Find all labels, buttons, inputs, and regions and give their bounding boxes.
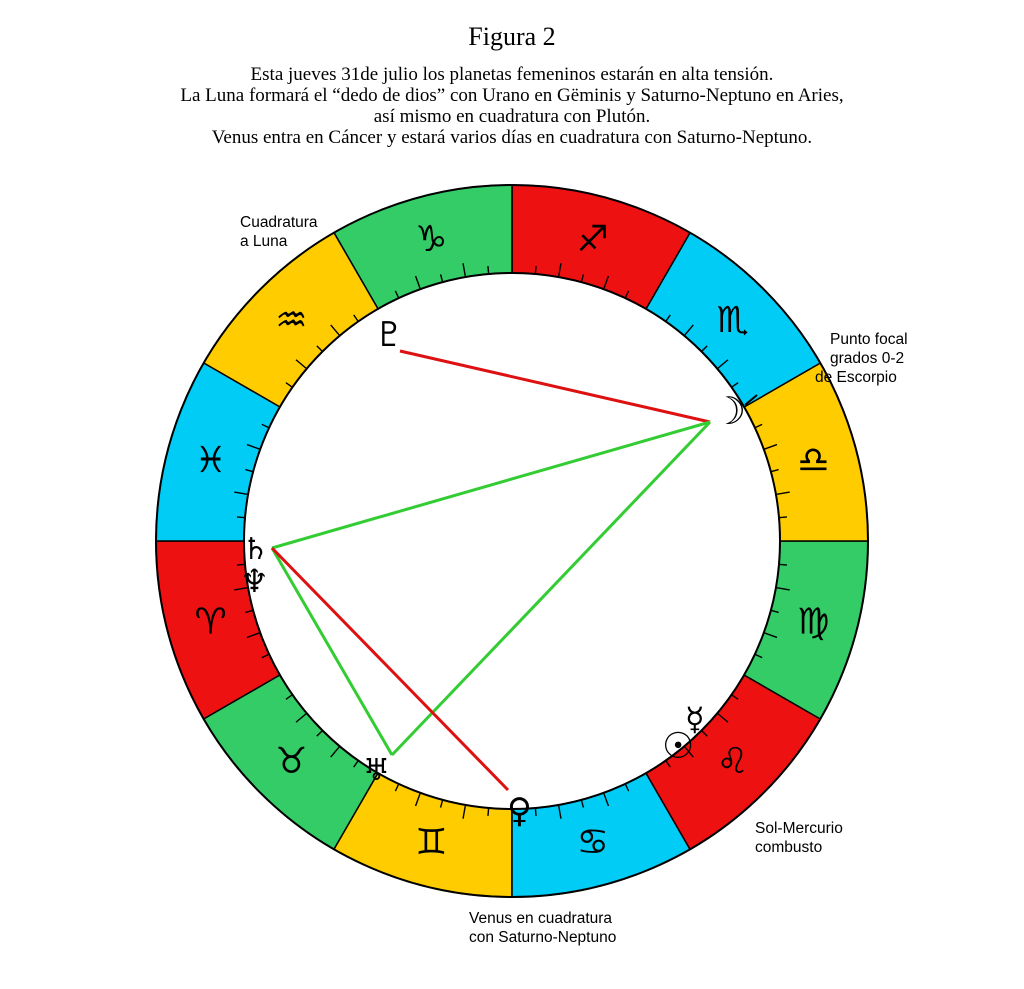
capricorn-icon: ♑ [415, 219, 448, 261]
figure-title: Figura 2 [468, 22, 556, 51]
aquarius-icon: ♒ [275, 299, 308, 341]
pluto-icon: ♇ [374, 315, 405, 355]
caption-line-3: así mismo en cuadratura con Plutón. [373, 106, 651, 127]
cancer-icon: ♋ [576, 821, 609, 863]
uranus-icon: ♅ [363, 753, 390, 788]
note-sol-mercurio-line-1: Sol-Mercurio [755, 820, 843, 837]
note-punto-focal-line-2: grados 0-2 [830, 350, 905, 367]
caption-line-1: Esta jueves 31de julio los planetas femeninos estarán en alta tensión. [250, 64, 774, 85]
venus-icon: ♀ [507, 791, 532, 831]
note-venus-cuadratura-line-2: con Saturno-Neptuno [469, 929, 617, 946]
caption-line-4: Venus entra en Cáncer y estará varios días en cuadratura con Saturno-Neptuno. [211, 127, 813, 148]
mercury-icon: ☿ [685, 700, 705, 738]
note-cuadratura-luna-line-1: Cuadratura [240, 214, 318, 231]
scorpio-icon: ♏ [716, 299, 749, 341]
degree-tick [535, 808, 536, 816]
moon-pluto-square-line [400, 351, 710, 422]
aries-icon: ♈ [194, 601, 227, 643]
leo-icon: ♌ [716, 741, 749, 783]
virgo-icon: ♍ [797, 601, 830, 643]
aspect-lines [272, 351, 710, 790]
moon-uranus-line [392, 422, 710, 755]
taurus-icon: ♉ [275, 741, 308, 783]
degree-tick [535, 266, 536, 274]
libra-icon: ♎ [797, 439, 830, 481]
neptune-icon: ♆ [240, 562, 269, 600]
caption-line-2: La Luna formará el “dedo de dios” con Urano en Gëminis y Saturno-Neptuno en Aries, [180, 85, 844, 106]
degree-tick [488, 266, 489, 274]
degree-tick [488, 808, 489, 816]
moon-icon: ☽ [712, 389, 747, 433]
note-punto-focal-line-3: de Escorpio [815, 369, 897, 386]
note-venus-cuadratura-line-1: Venus en cuadratura [469, 910, 613, 927]
moon-saturn-line [272, 422, 710, 548]
note-cuadratura-luna-line-2: a Luna [240, 233, 288, 250]
note-sol-mercurio-line-2: combusto [755, 839, 823, 856]
degree-tick [779, 517, 787, 518]
note-punto-focal-line-1: Punto focal [830, 331, 908, 348]
sun-icon: ☉ [662, 726, 695, 767]
degree-tick [779, 564, 787, 565]
sagittarius-icon: ♐ [576, 219, 609, 261]
pisces-icon: ♓ [194, 439, 227, 481]
saturn-icon: ♄ [242, 532, 269, 567]
degree-tick [237, 517, 245, 518]
degree-ticks [234, 263, 789, 818]
gemini-icon: ♊ [415, 821, 448, 863]
